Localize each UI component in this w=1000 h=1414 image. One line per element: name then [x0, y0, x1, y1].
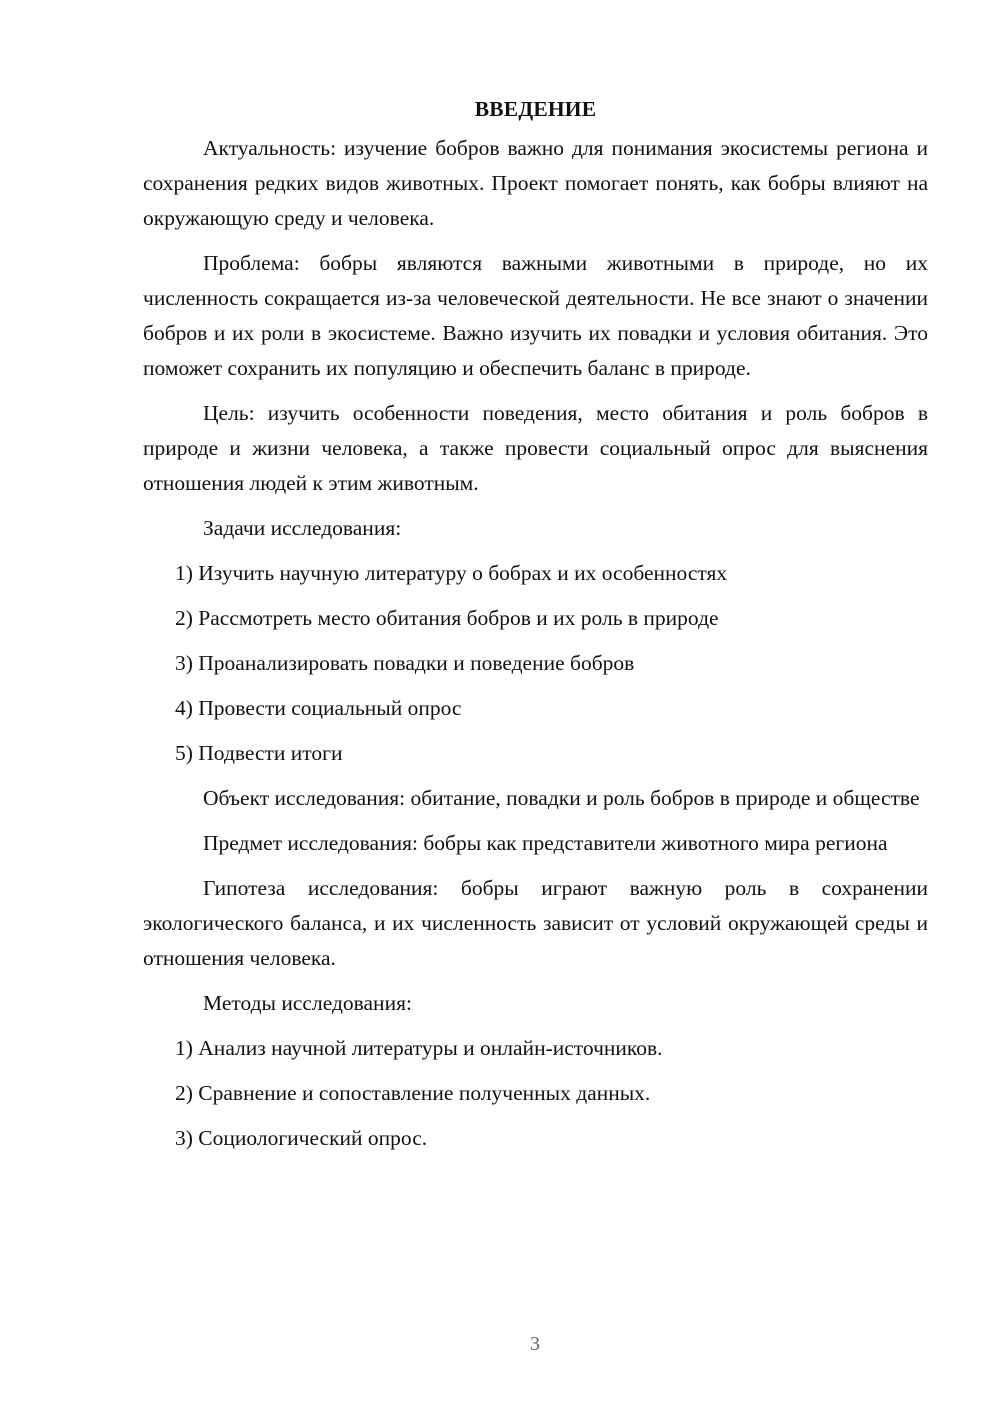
section-title: ВВЕДЕНИЕ [474, 97, 597, 121]
paragraph-problem: Проблема: бобры являются важными животными в природе, но их численность сокращается из-за человеческой деятельности. Не все знают о значении бобров и их роли в экосистеме. Важно изучить их повадки и условия обитания. Это поможет сохранить их популяцию и обеспечить баланс в природе. [143, 251, 928, 380]
paragraph-object: Объект исследования: обитание, повадки и роль бобров в природе и обществе [203, 786, 920, 810]
list-item: 4) Провести социальный опрос [175, 696, 462, 720]
paragraph-relevance: Актуальность: изучение бобров важно для понимания экосистемы региона и сохранения редких видов животных. Проект помогает понять, как бобры влияют на окружающую среду и человека. [143, 136, 928, 230]
list-item: 3) Социологический опрос. [175, 1126, 428, 1150]
list-item: 1) Изучить научную литературу о бобрах и их особенностях [175, 561, 728, 585]
page-number: 3 [530, 1333, 540, 1355]
list-item: 5) Подвести итоги [175, 741, 343, 765]
methods-heading: Методы исследования: [203, 991, 412, 1015]
list-item: 1) Анализ научной литературы и онлайн-источников. [175, 1036, 663, 1060]
document-page [143, 92, 928, 1166]
methods-list [143, 1031, 928, 1156]
list-item: 2) Рассмотреть место обитания бобров и их роль в природе [175, 606, 719, 630]
list-item: 3) Проанализировать повадки и поведение бобров [175, 651, 635, 675]
paragraph-goal: Цель: изучить особенности поведения, место обитания и роль бобров в природе и жизни человека, а также провести социальный опрос для выяснения отношения людей к этим животным. [143, 401, 928, 495]
paragraph-subject: Предмет исследования: бобры как представители животного мира региона [203, 831, 888, 855]
tasks-heading: Задачи исследования: [203, 516, 402, 540]
list-item: 2) Сравнение и сопоставление полученных данных. [175, 1081, 651, 1105]
tasks-list [143, 556, 928, 771]
paragraph-hypothesis: Гипотеза исследования: бобры играют важную роль в сохранении экологического баланса, и их численность зависит от условий окружающей среды и отношения человека. [143, 876, 928, 970]
